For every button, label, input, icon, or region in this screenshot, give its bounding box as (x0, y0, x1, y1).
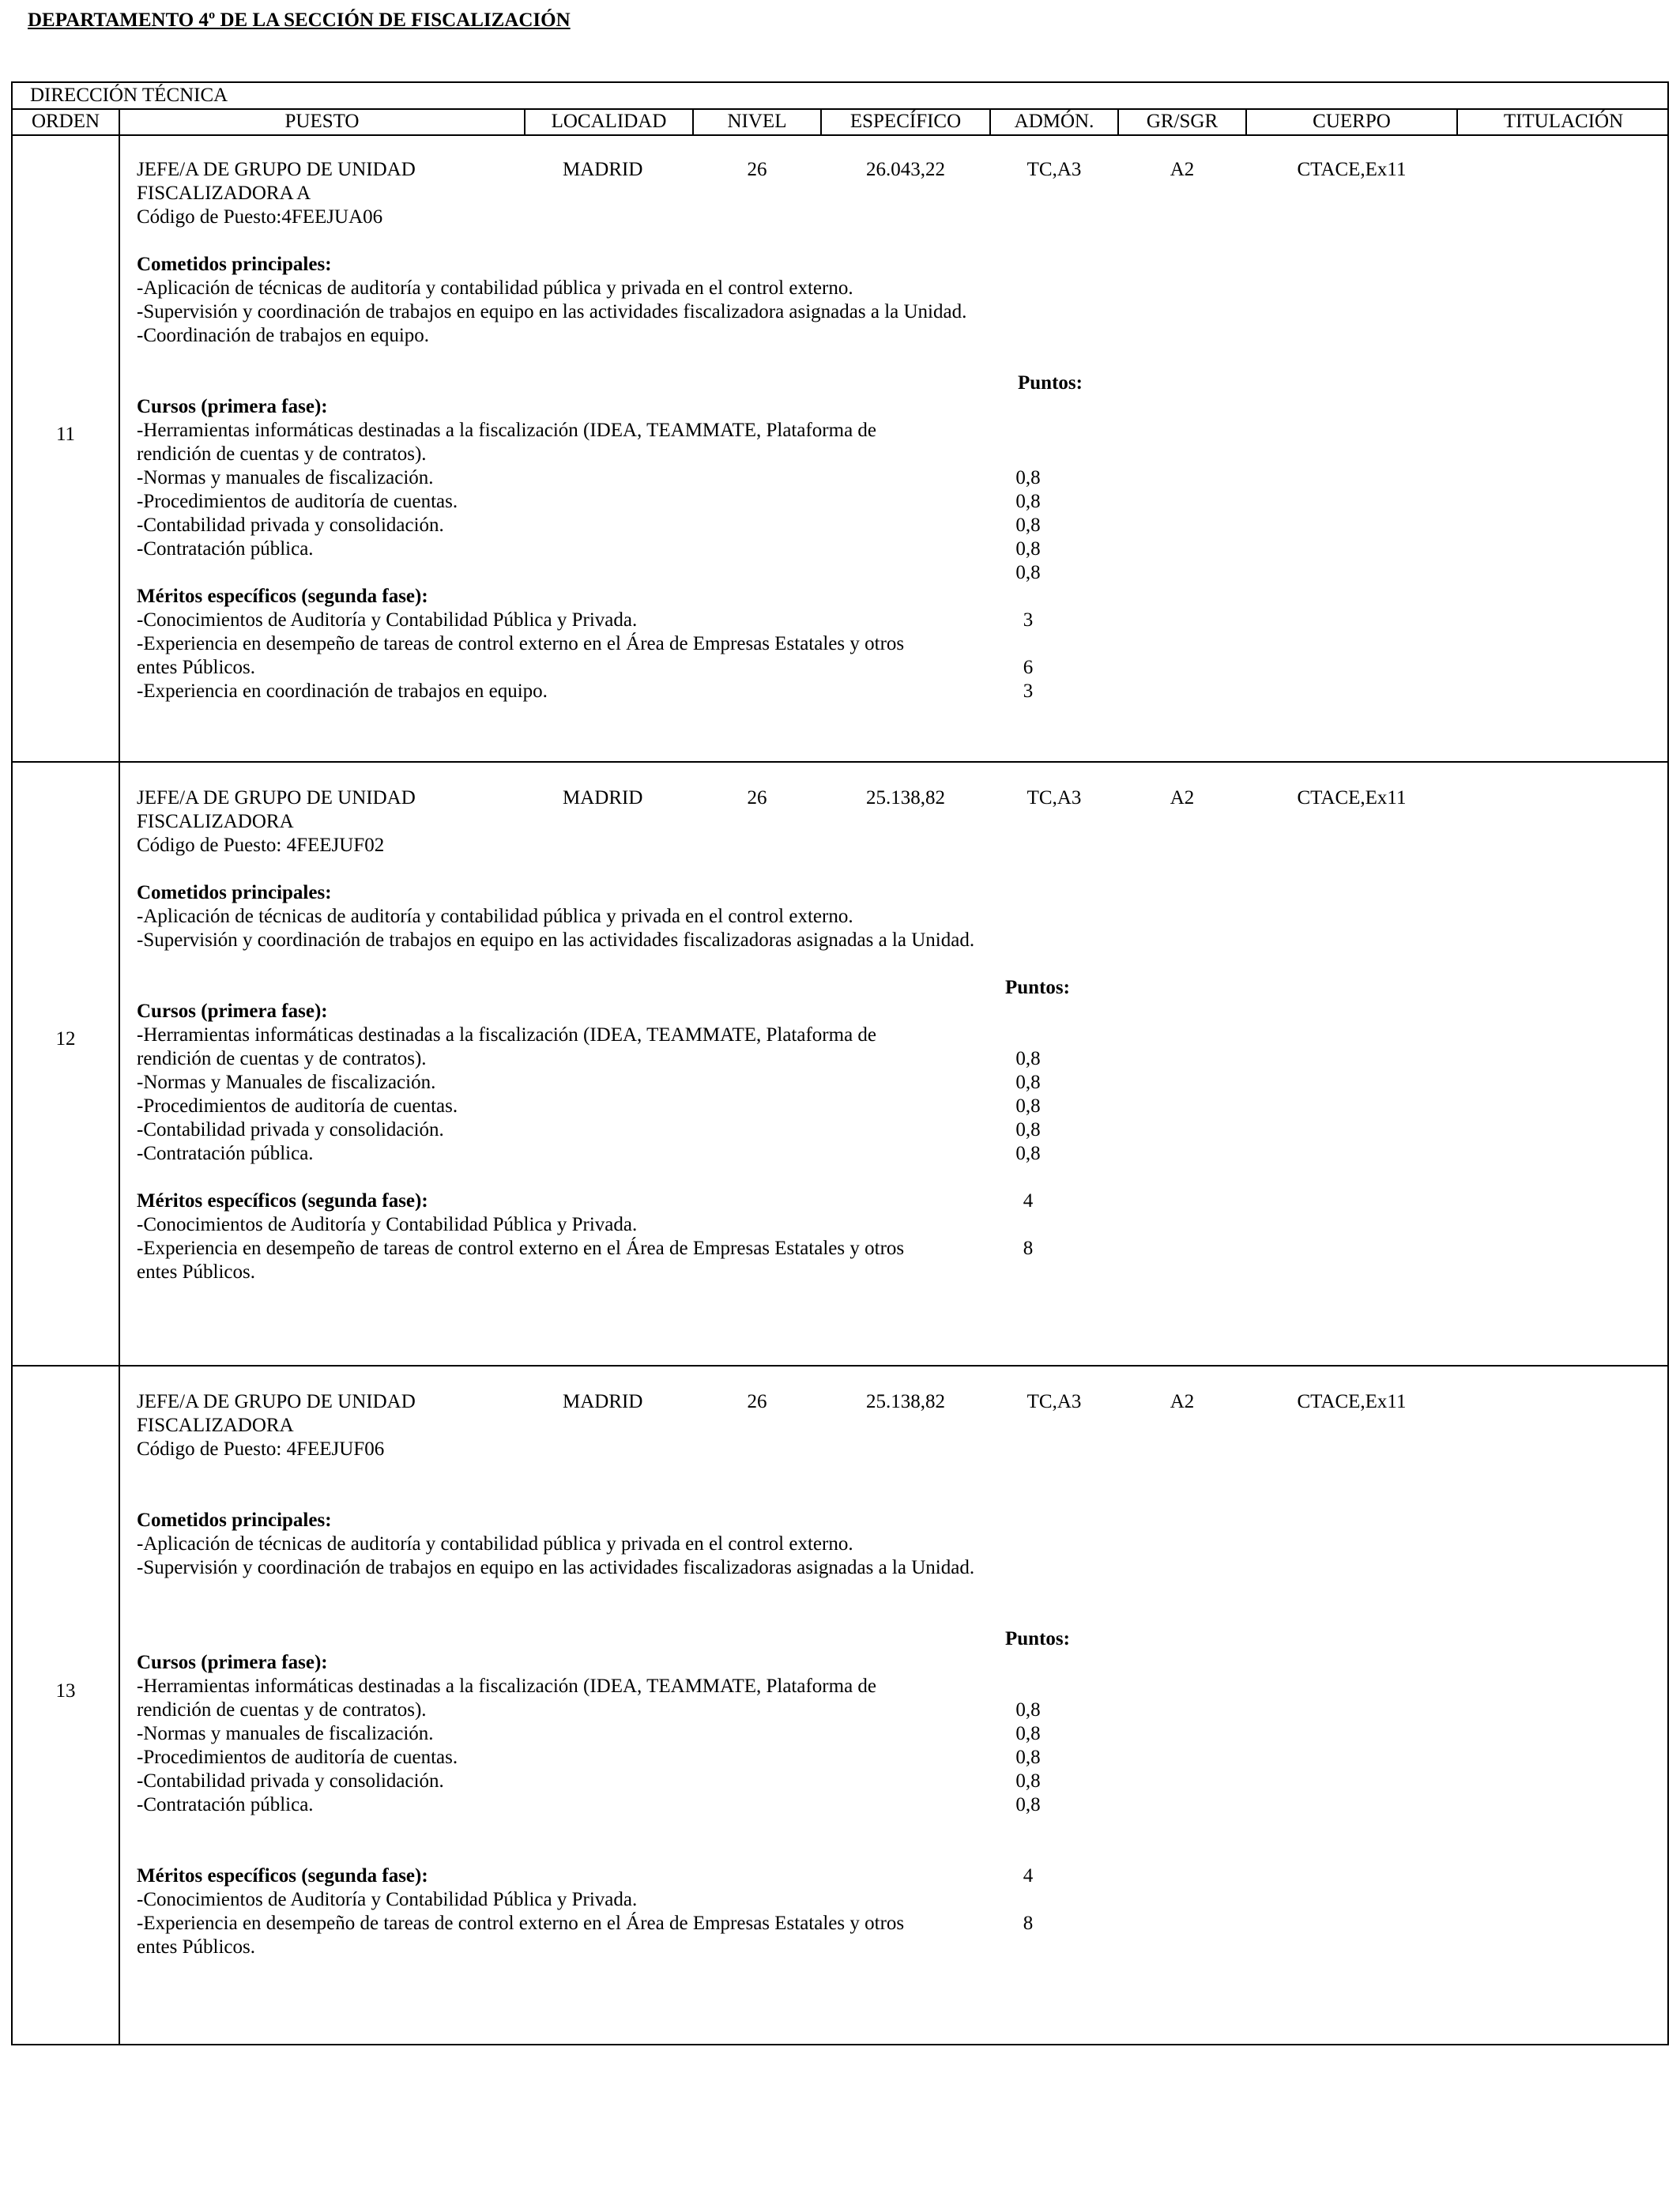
admon-value: TC,A3 (1026, 1391, 1082, 1412)
curso-item: -Herramientas informáticas destinadas a la fiscalización (IDEA, TEAMMATE, Plataforma de (137, 1676, 877, 1697)
gr-value: A2 (1170, 1391, 1195, 1412)
meritos-heading: Méritos específicos (segunda fase): (137, 1190, 428, 1212)
cursos-points (989, 443, 1068, 585)
points-value: 0,8 (1015, 1095, 1041, 1117)
cursos-heading: Cursos (primera fase): (137, 1652, 328, 1673)
curso-item: -Procedimientos de auditoría de cuentas. (137, 491, 458, 512)
points-value: 0,8 (1015, 1747, 1041, 1768)
meritos-heading: Méritos específicos (segunda fase): (137, 1865, 428, 1887)
puntos-label: Puntos: (1005, 977, 1070, 998)
header-gr-sgr: GR/SGR (1146, 111, 1219, 132)
header-nivel: NIVEL (727, 111, 787, 132)
curso-item: -Contabilidad privada y consolidación. (137, 1119, 444, 1140)
puesto-title: FISCALIZADORA (137, 1415, 294, 1436)
divider (13, 761, 1667, 763)
points-value (989, 1888, 1068, 1912)
curso-item: -Herramientas informáticas destinadas a la fiscalización (IDEA, TEAMMATE, Plataforma de (137, 420, 877, 441)
points-value: 0,8 (1015, 1048, 1041, 1069)
points-value: 3 (1023, 609, 1034, 631)
meritos-points (989, 609, 1068, 703)
row-orden: 12 (55, 1028, 76, 1050)
cuerpo-value: CTACE,Ex11 (1297, 1391, 1407, 1412)
points-value: 0,8 (1015, 1699, 1041, 1721)
cometidos-heading: Cometidos principales: (137, 254, 332, 275)
points-value: 4 (1023, 1190, 1034, 1212)
merito-item: -Experiencia en desempeño de tareas de control externo en el Área de Empresas Estatales y otros (137, 1238, 905, 1259)
localidad-value: MADRID (563, 787, 643, 809)
points-value: 0,8 (1015, 467, 1041, 488)
merito-item: -Conocimientos de Auditoría y Contabilidad Pública y Privada. (137, 1214, 638, 1235)
header-admon: ADMÓN. (1014, 111, 1094, 132)
cometido-item: -Coordinación de trabajos en equipo. (137, 325, 430, 346)
curso-item: -Normas y manuales de fiscalización. (137, 1723, 434, 1744)
curso-item: rendición de cuentas y de contratos). (137, 443, 427, 465)
localidad-value: MADRID (563, 1391, 643, 1412)
merito-item: -Experiencia en coordinación de trabajos en equipo. (137, 680, 548, 702)
nivel-value: 26 (747, 787, 767, 809)
meritos-points (989, 1864, 1068, 1936)
gr-value: A2 (1170, 787, 1195, 809)
divider (13, 1365, 1667, 1367)
header-cuerpo: CUERPO (1313, 111, 1391, 132)
points-value (989, 1213, 1068, 1237)
points-value: 3 (1023, 680, 1034, 702)
merito-item: entes Públicos. (137, 657, 255, 678)
puesto-title: FISCALIZADORA (137, 811, 294, 832)
curso-item: -Contratación pública. (137, 1143, 314, 1164)
cuerpo-value: CTACE,Ex11 (1297, 159, 1407, 180)
points-value: 0,8 (1015, 1770, 1041, 1792)
cometido-item: -Supervisión y coordinación de trabajos en equipo en las actividades fiscalizadoras asignadas a la Unidad. (137, 1557, 975, 1578)
nivel-value: 26 (747, 159, 767, 180)
points-value: 0,8 (1015, 1143, 1041, 1164)
admon-value: TC,A3 (1026, 787, 1082, 809)
puesto-description (137, 158, 966, 703)
points-value: 0,8 (1015, 1119, 1041, 1140)
cursos-points (989, 1023, 1068, 1166)
curso-item: rendición de cuentas y de contratos). (137, 1048, 427, 1069)
admon-value: TC,A3 (1026, 159, 1082, 180)
points-value: 0,8 (1015, 515, 1041, 536)
curso-item: rendición de cuentas y de contratos). (137, 1699, 427, 1721)
gr-value: A2 (1170, 159, 1195, 180)
puesto-description (137, 786, 974, 1284)
localidad-value: MADRID (563, 159, 643, 180)
curso-item: -Procedimientos de auditoría de cuentas. (137, 1095, 458, 1117)
curso-item: -Contratación pública. (137, 1794, 314, 1815)
points-value: 0,8 (1015, 1723, 1041, 1744)
divider (119, 134, 120, 2044)
points-value (989, 1675, 1068, 1698)
points-value (989, 443, 1068, 466)
points-value: 8 (1023, 1913, 1034, 1934)
cometido-item: -Aplicación de técnicas de auditoría y contabilidad pública y privada en el control externo. (137, 277, 853, 299)
points-value: 0,8 (1015, 1072, 1041, 1093)
curso-item: -Procedimientos de auditoría de cuentas. (137, 1747, 458, 1768)
puesto-code: Código de Puesto: 4FEEJUF02 (137, 835, 385, 856)
merito-item: entes Públicos. (137, 1936, 255, 1958)
especifico-value: 26.043,22 (866, 159, 945, 180)
direccion-label: DIRECCIÓN TÉCNICA (30, 85, 228, 106)
points-value: 4 (1023, 1865, 1034, 1887)
especifico-value: 25.138,82 (866, 787, 945, 809)
points-value: 0,8 (1015, 562, 1041, 583)
puntos-label: Puntos: (1018, 372, 1083, 394)
points-value: 0,8 (1015, 491, 1041, 512)
puesto-description (137, 1390, 974, 1959)
row-orden: 13 (55, 1680, 76, 1702)
curso-item: -Contratación pública. (137, 538, 314, 560)
cursos-heading: Cursos (primera fase): (137, 396, 328, 417)
especifico-value: 25.138,82 (866, 1391, 945, 1412)
points-value (989, 632, 1068, 656)
merito-item: -Conocimientos de Auditoría y Contabilidad Pública y Privada. (137, 1889, 638, 1910)
cursos-heading: Cursos (primera fase): (137, 1001, 328, 1022)
merito-item: -Experiencia en desempeño de tareas de control externo en el Área de Empresas Estatales y otros (137, 633, 905, 654)
puntos-label: Puntos: (1005, 1628, 1070, 1649)
merito-item: -Experiencia en desempeño de tareas de control externo en el Área de Empresas Estatales y otros (137, 1913, 905, 1934)
puesto-code: Código de Puesto: 4FEEJUF06 (137, 1438, 385, 1460)
header-localidad: LOCALIDAD (551, 111, 667, 132)
header-especifico: ESPECÍFICO (849, 111, 962, 132)
curso-item: -Contabilidad privada y consolidación. (137, 1770, 444, 1792)
points-value: 8 (1023, 1238, 1034, 1259)
header-orden: ORDEN (31, 111, 100, 132)
cometido-item: -Aplicación de técnicas de auditoría y contabilidad pública y privada en el control externo. (137, 906, 853, 927)
puesto-code: Código de Puesto:4FEEJUA06 (137, 206, 383, 228)
meritos-heading: Méritos específicos (segunda fase): (137, 586, 428, 607)
puesto-title: JEFE/A DE GRUPO DE UNIDAD (137, 787, 416, 809)
row-orden: 11 (55, 424, 76, 445)
header-titulacion: TITULACIÓN (1503, 111, 1624, 132)
merito-item: entes Públicos. (137, 1261, 255, 1283)
curso-item: -Normas y Manuales de fiscalización. (137, 1072, 436, 1093)
meritos-points (989, 1189, 1068, 1261)
points-value (989, 1023, 1068, 1047)
positions-table (11, 81, 1669, 2045)
puesto-title: JEFE/A DE GRUPO DE UNIDAD (137, 1391, 416, 1412)
cuerpo-value: CTACE,Ex11 (1297, 787, 1407, 809)
divider (13, 134, 1667, 136)
curso-item: -Normas y manuales de fiscalización. (137, 467, 434, 488)
nivel-value: 26 (747, 1391, 767, 1412)
cursos-points (989, 1675, 1068, 1817)
header-puesto: PUESTO (284, 111, 360, 132)
cometidos-heading: Cometidos principales: (137, 1510, 332, 1531)
merito-item: -Conocimientos de Auditoría y Contabilidad Pública y Privada. (137, 609, 638, 631)
curso-item: -Herramientas informáticas destinadas a la fiscalización (IDEA, TEAMMATE, Plataforma de (137, 1024, 877, 1046)
cometido-item: -Supervisión y coordinación de trabajos en equipo en las actividades fiscalizadoras asignadas a la Unidad. (137, 929, 975, 951)
cometidos-heading: Cometidos principales: (137, 882, 332, 903)
puesto-title: JEFE/A DE GRUPO DE UNIDAD (137, 159, 416, 180)
curso-item: -Contabilidad privada y consolidación. (137, 515, 444, 536)
puesto-title: FISCALIZADORA A (137, 183, 311, 204)
cometido-item: -Aplicación de técnicas de auditoría y contabilidad pública y privada en el control externo. (137, 1533, 853, 1555)
points-value: 6 (1023, 657, 1034, 678)
points-value: 0,8 (1015, 1794, 1041, 1815)
points-value: 0,8 (1015, 538, 1041, 560)
document-title: DEPARTAMENTO 4º DE LA SECCIÓN DE FISCALIZACIÓN (28, 9, 571, 31)
cometido-item: -Supervisión y coordinación de trabajos en equipo en las actividades fiscalizadora asignadas a la Unidad. (137, 301, 967, 322)
